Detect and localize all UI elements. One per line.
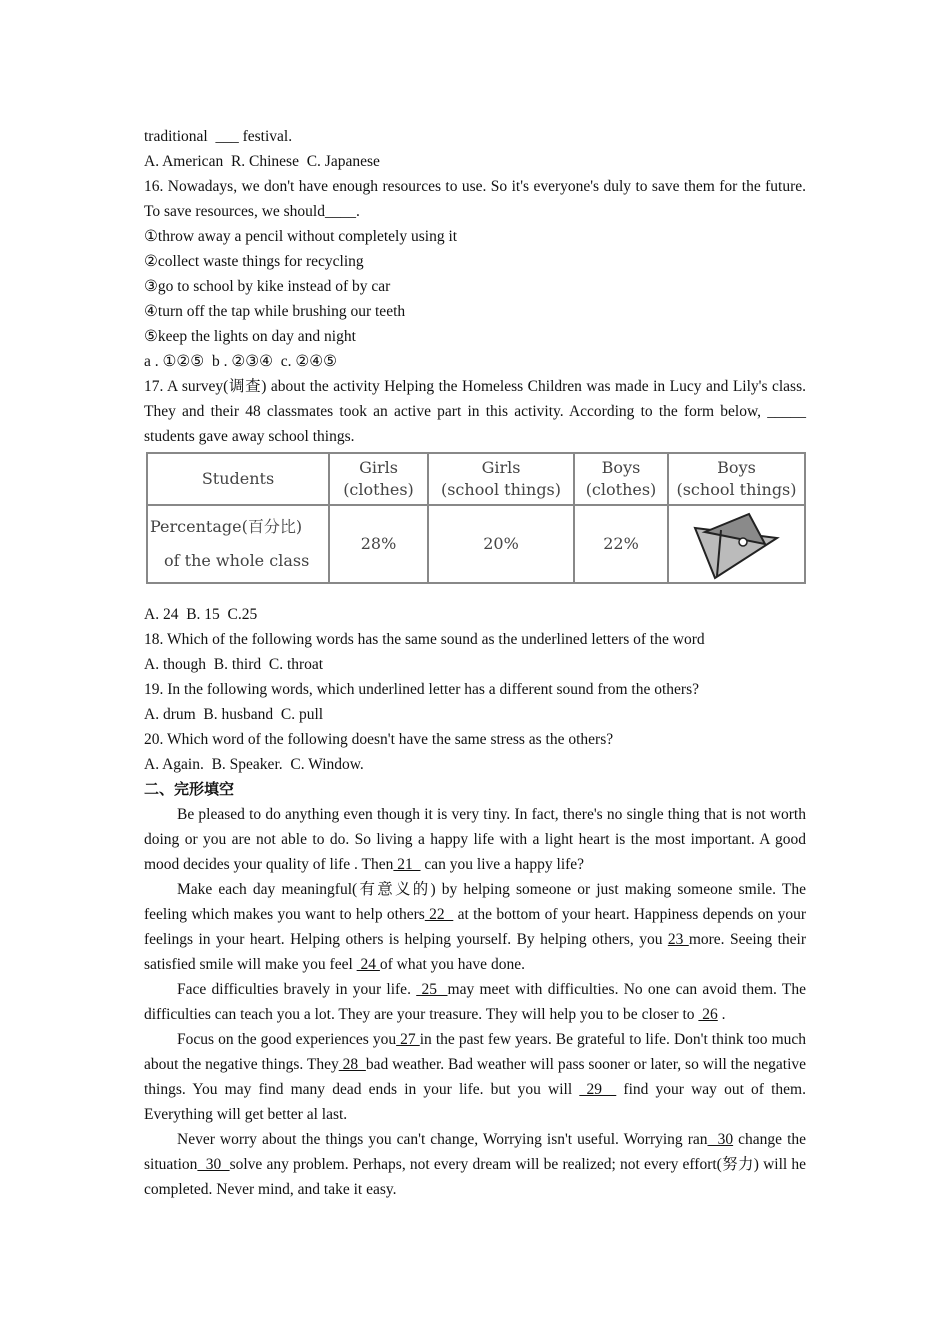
passage-paragraph: Face difficulties bravely in your life. 25 may meet with difficulties. No one can avoid them. The difficulties can teach you a lot. They are your treasure. They will help you to be closer to 26 . (144, 981, 807, 1023)
q17-options: A. 24 B. 15 C.25 (144, 606, 258, 623)
q19-stem: 19. In the following words, which underlined letter has a different sound from the others? (144, 681, 699, 698)
table-header-cell (574, 453, 668, 505)
header-label: (school things) (676, 480, 797, 499)
passage-paragraph: Never worry about the things you can't change, Worrying isn't useful. Worrying ran 30 change the situation 30 solve any problem. Perhaps, not every dream will be realized; not every effort(努力) will he completed. Never mind, and take it easy. (144, 1131, 807, 1198)
content (144, 124, 810, 1202)
blank: 22 (424, 906, 454, 923)
passage-paragraph: Be pleased to do anything even though it is very tiny. In fact, there's no single thing that is not worth doing or you are not able to do. So living a happy life with a light heart is the most important. A good mood decides your quality of life . Then 21 can you live a happy life? (144, 806, 806, 873)
q18-options: A. though B. third C. throat (144, 656, 324, 673)
percent-value: 20% (483, 534, 519, 553)
q16-item: ②collect waste things for recycling (144, 253, 364, 270)
percent-value: 22% (603, 534, 639, 553)
header-label: (clothes) (585, 480, 657, 499)
blank: 24 (356, 956, 380, 973)
table-header-cell (329, 453, 428, 505)
blank: 23 (667, 931, 689, 948)
blank: 29 (579, 1081, 617, 1098)
table-cell (329, 505, 428, 583)
percent-value: 28% (360, 534, 397, 553)
table-cell (574, 505, 668, 583)
passage-paragraph: Make each day meaningful(有意义的) by helping someone or just making someone smile. The feeling which makes you want to help others 22 at the bottom of your heart. Happiness depends on your feelings in your heart. Helping others is helping yourself. By helping others, you 23 more. Seeing their satisfied smile will make you feel 24 of what you have done. (144, 881, 807, 973)
header-label: Girls (359, 458, 398, 477)
q18-stem: 18. Which of the following words has the same sound as the underlined letters of the word (144, 631, 705, 648)
table-row (147, 505, 805, 583)
q15-tail: traditional ___ festival. (144, 128, 293, 145)
header-label: Boys (717, 458, 756, 477)
missing-value-icon (691, 508, 783, 580)
q17-stem: 17. A survey(调查) about the activity Helping the Homeless Children was made in Lucy and Lily's class. They and their 48 classmates took an active part in this activity. According to the form below, _____ students gave away school things. (144, 378, 810, 445)
blank: 30 (707, 1131, 734, 1148)
header-label: (school things) (440, 480, 562, 499)
table-cell (668, 505, 805, 583)
section-heading: 二、完形填空 (144, 780, 235, 798)
row-label: Percentage(百分比) (150, 517, 303, 536)
blank: 21 (393, 856, 421, 873)
q16-options: a . ①②⑤ b . ②③④ c. ②④⑤ (144, 353, 338, 370)
table-row (147, 453, 805, 505)
table-header-cell (428, 453, 574, 505)
q16-item: ③go to school by kike instead of by car (144, 278, 391, 295)
q16-item: ⑤keep the lights on day and night (144, 328, 356, 345)
blank: 30 (197, 1156, 230, 1173)
q15-options: A. American R. Chinese C. Japanese (144, 153, 380, 170)
blank: 27 (396, 1031, 420, 1048)
header-label: Boys (601, 458, 641, 477)
table-cell (428, 505, 574, 583)
q16-stem: 16. Nowadays, we don't have enough resources to use. So it's everyone's duly to save them for the future. To save resources, we should____. (144, 178, 810, 220)
row-label-cell (147, 505, 329, 583)
table-header-cell (668, 453, 805, 505)
header-label: Students (201, 469, 275, 488)
q16-item: ④turn off the tap while brushing our teeth (144, 303, 406, 320)
blank: 26 (698, 1006, 718, 1023)
table-header-cell (147, 453, 329, 505)
q19-options: A. drum B. husband C. pull (144, 706, 324, 723)
blank: 28 (338, 1056, 366, 1073)
row-label: of the whole class (164, 551, 310, 570)
q20-options: A. Again. B. Speaker. C. Window. (144, 756, 364, 773)
passage-paragraph: Focus on the good experiences you 27 in the past few years. Be grateful to life. Don't think too much about the negative things. They 28 bad weather. Bad weather will pass sooner or later, so will the negative things. You may find many dead ends in your life. but you will 29 find your way out of them. Everything will get better al last. (144, 1031, 807, 1123)
survey-table (146, 452, 806, 584)
q16-item: ①throw away a pencil without completely using it (144, 228, 458, 245)
q20-stem: 20. Which word of the following doesn't have the same stress as the others? (144, 731, 614, 748)
blank: 25 (416, 981, 448, 998)
header-label: (clothes) (343, 480, 414, 499)
header-label: Girls (481, 458, 521, 477)
